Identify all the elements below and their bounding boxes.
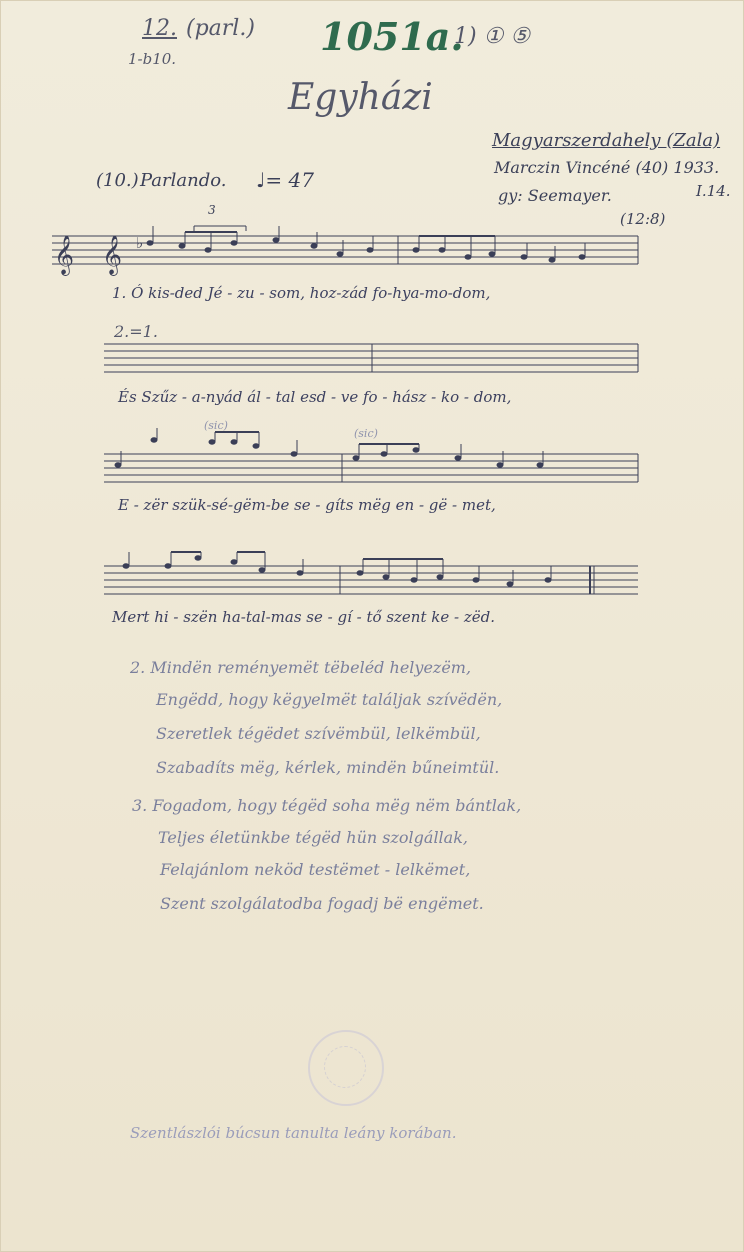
svg-text:𝄞: 𝄞 <box>54 235 75 275</box>
repeat-note: 2.=1. <box>114 322 158 341</box>
svg-text:𝄞: 𝄞 <box>102 235 123 275</box>
lyric-line-1: 1. Ó kis-ded Jé - zu - som, hoz-zád fo-hya-mo-dom, <box>112 284 491 302</box>
singer-name: Marczin Vincéné (40) 1933. <box>494 158 720 177</box>
item-number: 1051a. <box>320 14 464 59</box>
verse-2-line-2: Engëdd, hogy këgyelmët találjak szívëdën, <box>156 690 503 709</box>
library-stamp <box>308 1030 384 1106</box>
collector-name: gy: Seemayer. <box>498 186 612 205</box>
verse-3-line-2: Teljes életünkbe tégëd hün szolgállak, <box>158 828 468 847</box>
sic-mark-2: (sic) <box>354 427 378 440</box>
lyric-line-3: E - zër szük-sé-gëm-be se - gíts mëg en - gë - met, <box>118 496 496 514</box>
verse-2-line-3: Szeretlek tégëdet szívëmbül, lelkëmbül, <box>156 724 481 743</box>
footer-note: Szentlászlói búcsun tanulta leány korában. <box>130 1124 457 1142</box>
verse-3-line-3: Felajánlom neköd testëmet - lelkëmet, <box>160 860 471 879</box>
verse-2-line-1: 2. Mindën reményemët tëbeléd helyezëm, <box>130 658 472 677</box>
catalog-note: (parl.) <box>186 16 255 41</box>
page-title: Egyházi <box>288 77 433 118</box>
staff-system-3 <box>104 436 644 492</box>
item-marks: 1) ① ⑤ <box>454 24 531 49</box>
staff-system-2 <box>104 334 644 384</box>
tune-number: (10.) <box>96 170 139 191</box>
metronome-mark: ♩= 47 <box>256 168 314 192</box>
svg-text:♭: ♭ <box>136 234 144 252</box>
lyric-line-4: Mert hi - szën ha-tal-mas se - gí - tő szent ke - zëd. <box>112 608 495 626</box>
verse-2-line-4: Szabadíts mëg, kérlek, mindën bűneimtül. <box>156 758 500 777</box>
meter-mark: (12:8) <box>620 210 666 228</box>
tempo-marking: Parlando. <box>140 170 227 191</box>
catalog-ref: 12. <box>142 16 177 41</box>
verse-3-line-1: 3. Fogadom, hogy tégëd soha mëg nëm bántlak, <box>132 796 522 815</box>
sic-mark-1: (sic) <box>204 419 228 432</box>
verse-3-line-4: Szent szolgálatodba fogadj bë engëmet. <box>160 894 484 913</box>
place-name: Magyarszerdahely (Zala) <box>492 130 721 151</box>
staff-system-4 <box>104 548 644 604</box>
catalog-sub: 1-b10. <box>128 50 177 68</box>
lyric-line-2: És Szűz - a-nyád ál - tal esd - ve fo - hász - ko - dom, <box>118 388 512 406</box>
record-date: I.14. <box>696 182 731 200</box>
triplet-mark: 3 <box>208 203 216 217</box>
staff-system-1 <box>52 222 642 282</box>
